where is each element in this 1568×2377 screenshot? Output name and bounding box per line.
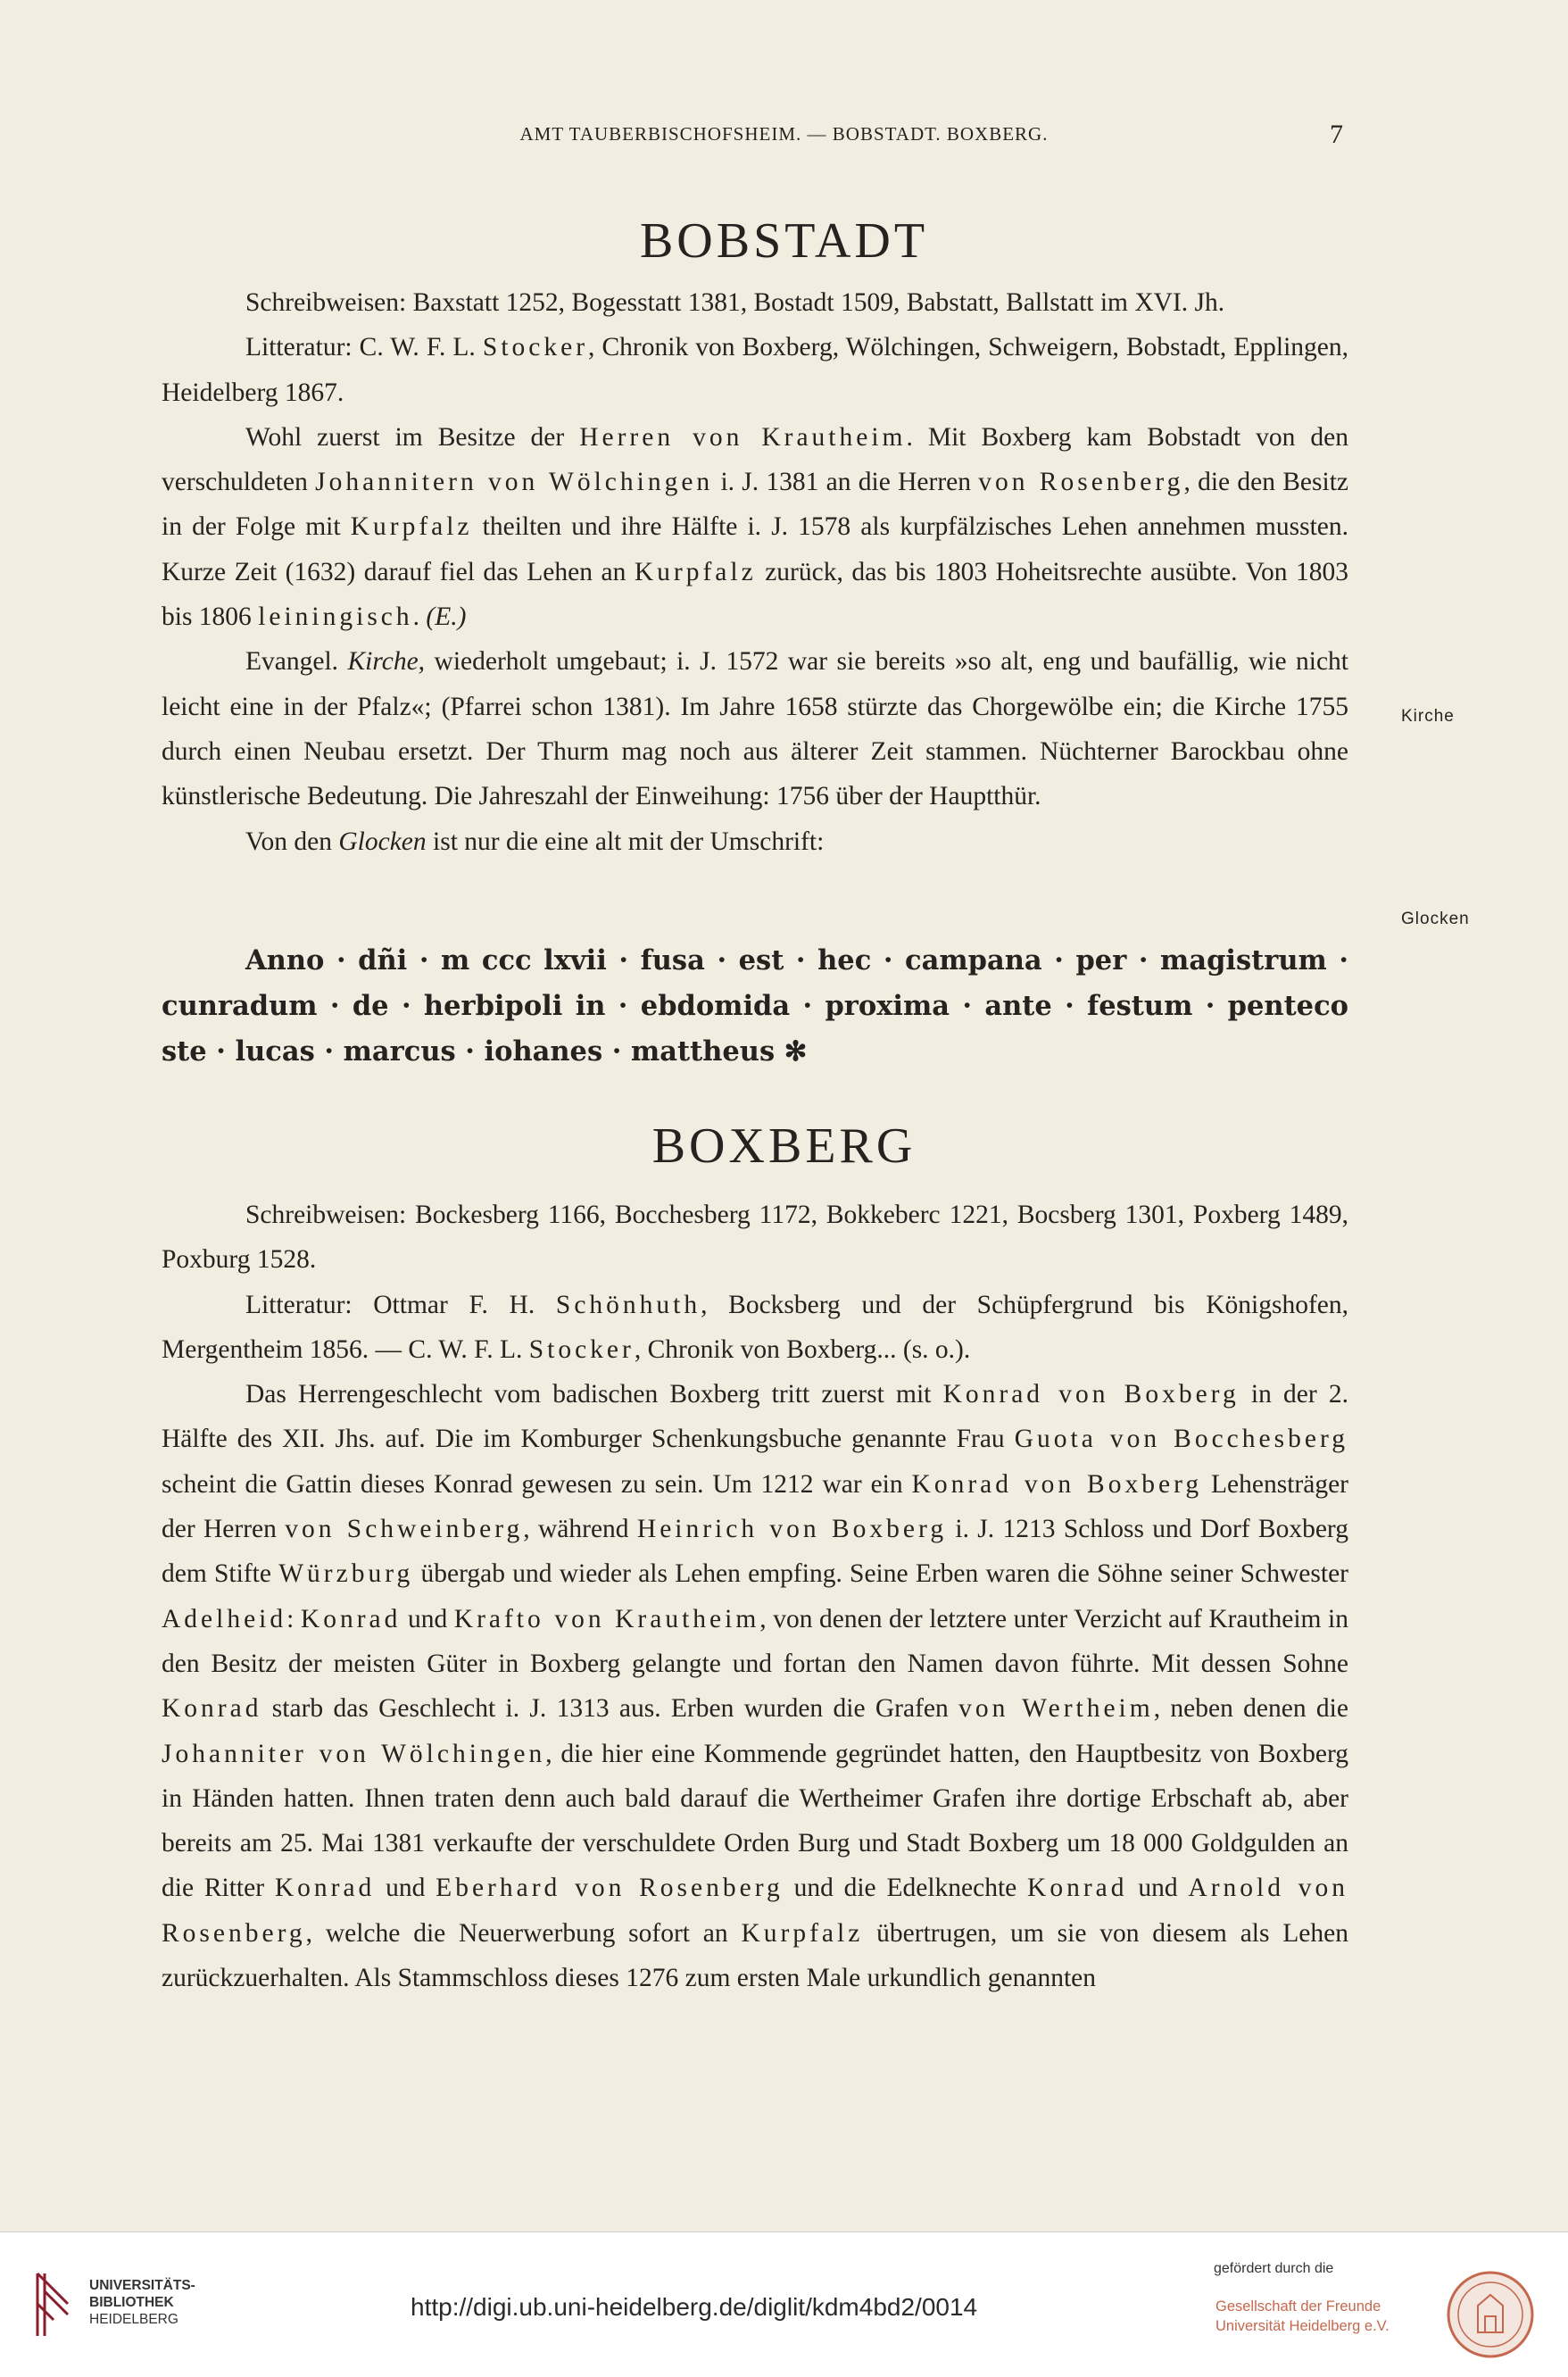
page-number: 7 xyxy=(1330,120,1343,149)
heading-boxberg: BOXBERG xyxy=(651,1118,917,1174)
running-head: AMT TAUBERBISCHOFSHEIM. — BOBSTADT. BOXBERG. xyxy=(519,123,1049,145)
paragraph-schreibweisen: Schreibweisen: Baxstatt 1252, Bogesstatt 1381, Bostadt 1509, Babstatt, Ballstatt im XVI. Jh. xyxy=(245,288,1225,317)
paragraph-history: Wohl zuerst im Besitze der Herren von Krautheim. Mit Boxberg kam Bobstadt von den verschuldeten Johannitern von Wölchingen i. J. 1381 an die Herren von Rosenberg, die den Besitz in der Folge mit Kurpfalz theilten und ihre Hälfte i. J. 1578 als kurpfälzisches Lehen annehmen mussten. Kurze Zeit (1632) darauf fiel das Lehen an Kurpfalz zurück, das bis 1803 Hoheitsrechte ausübte. Von 1803 bis 1806 leiningisch. (E.) xyxy=(162,422,1348,632)
boxberg-body xyxy=(162,1193,1348,2000)
footer-bar xyxy=(0,2232,1568,2377)
paragraph-litteratur: Litteratur: C. W. F. L. Stocker, Chronik von Boxberg, Wölchingen, Schweigern, Bobstadt, Epplingen, Heidelberg 1867. xyxy=(162,333,1348,407)
inscription-text: Anno · dñi · m ccc lxvii · fusa · est · hec · campana · per · magistrum · cunradum · de · herbipoli in · ebdomida · proxima · ante · festum · penteco ste · lucas · marcus · iohanes · mattheus ✻ xyxy=(162,944,1348,1068)
ub-heidelberg-logo-icon xyxy=(32,2268,75,2341)
paragraph-boxberg-litteratur: Litteratur: Ottmar F. H. Schönhuth, Bocksberg und der Schüpfergrund bis Königshofen, Mergentheim 1856. — C. W. F. L. Stocker, Chronik von Boxberg... (s. o.). xyxy=(162,1290,1348,1364)
digital-library-link[interactable]: http://digi.ub.uni-heidelberg.de/diglit/kdm4bd2/0014 xyxy=(411,2293,978,2321)
sponsor-caption: gefördert durch die xyxy=(1214,2261,1334,2276)
margin-note-kirche: Kirche xyxy=(1401,707,1455,726)
paragraph-glocken: Von den Glocken ist nur die eine alt mit der Umschrift: xyxy=(245,827,825,856)
heading-bobstadt: BOBSTADT xyxy=(639,213,929,269)
university-seal-icon xyxy=(1446,2270,1535,2359)
library-name: UNIVERSITÄTS- BIBLIOTHEK HEIDELBERG xyxy=(89,2278,195,2327)
paragraph-boxberg-history: Das Herrengeschlecht vom badischen Boxberg tritt zuerst mit Konrad von Boxberg in der 2. Hälfte des XII. Jhs. auf. Die im Komburger Schenkungsbuche genannte Frau Guota von Bocchesberg scheint die Gattin dieses Konrad gewesen zu sein. Um 1212 war ein Konrad von Boxberg Lehensträger der Herren von Schweinberg, während Heinrich von Boxberg i. J. 1213 Schloss und Dorf Boxberg dem Stifte Würzburg übergab und wieder als Lehen empfing. Seine Erben waren die Söhne seiner Schwester Adelheid: Konrad und Krafto von Krautheim, von denen der letztere unter Verzicht auf Krautheim in den Besitz der meisten Güter in Boxberg gelangte und fortan den Namen davon führte. Mit dessen Sohne Konrad starb das Geschlecht i. J. 1313 aus. Erben wurden die Grafen von Wertheim, neben denen die Johanniter von Wölchingen, die hier eine Kommende gegründet hatten, den Hauptbesitz von Boxberg in Händen hatten. Ihnen traten denn auch bald darauf die Wertheimer Grafen ihre dortige Erbschaft ab, aber bereits am 25. Mai 1381 verkaufte der verschuldete Orden Burg und Stadt Boxberg um 18 000 Goldgulden an die Ritter Konrad und Eberhard von Rosenberg und die Edelknechte Konrad und Arnold von Rosenberg, welche die Neuerwerbung sofort an Kurpfalz übertrugen, um sie von diesem als Lehen zurückzuerhalten. Als Stammschloss dieses 1276 zum ersten Male urkundlich genannten xyxy=(162,1380,1349,1993)
bell-inscription xyxy=(162,938,1348,1075)
margin-note-glocken: Glocken xyxy=(1401,910,1470,928)
sponsor-name: Gesellschaft der Freunde Universität Heidelberg e.V. xyxy=(1215,2298,1390,2334)
bobstadt-body xyxy=(162,280,1348,864)
paragraph-kirche: Evangel. Kirche, wiederholt umgebaut; i. J. 1572 war sie bereits »so alt, eng und baufällig, wie nicht leicht eine in der Pfalz«; (Pfarrei schon 1381). Im Jahre 1658 stürzte das Chorgewölbe ein; die Kirche 1755 durch einen Neubau ersetzt. Der Thurm mag noch aus älterer Zeit stammen. Nüchterner Barockbau ohne künstlerische Bedeutung. Die Jahreszahl der Einweihung: 1756 über der Hauptthür. xyxy=(162,647,1349,811)
paragraph-boxberg-schreibweisen: Schreibweisen: Bockesberg 1166, Bocchesberg 1172, Bokkeberc 1221, Bocsberg 1301, Poxberg 1489, Poxburg 1528. xyxy=(162,1201,1348,1275)
